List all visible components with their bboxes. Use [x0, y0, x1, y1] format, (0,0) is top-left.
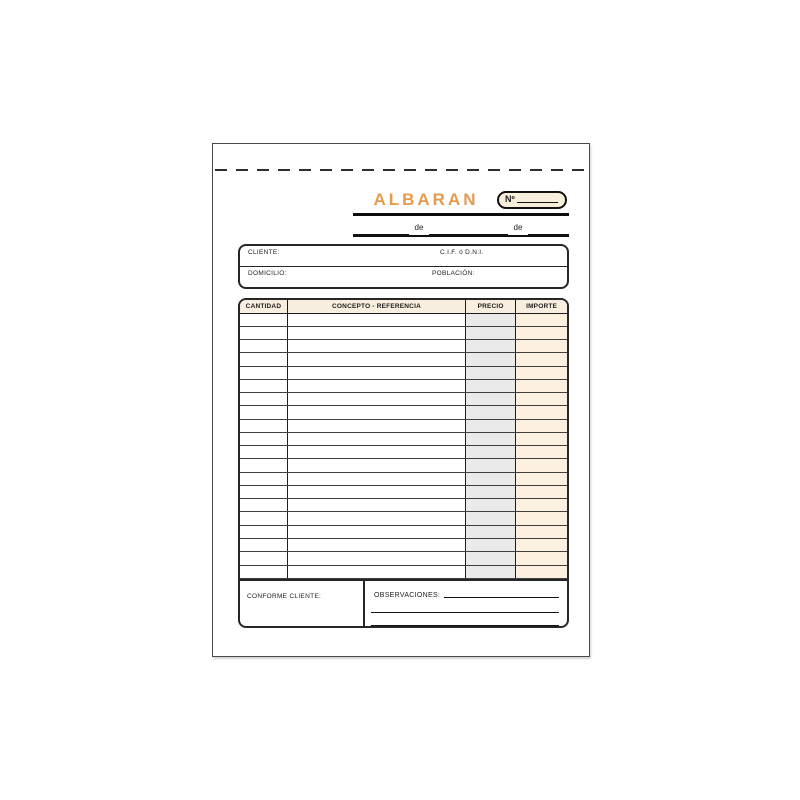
column-header-cantidad: CANTIDAD: [240, 300, 287, 313]
table-cell: [287, 313, 465, 326]
table-cell: [516, 432, 567, 445]
observaciones-row: [374, 590, 559, 599]
table-cell: [466, 565, 516, 578]
table-cell: [287, 499, 465, 512]
table-row: [240, 340, 567, 353]
table-cell: [516, 472, 567, 485]
column-header-concepto-referencia: CONCEPTO - REFERENCIA: [287, 300, 465, 313]
table-cell: [240, 459, 287, 472]
table-cell: [466, 472, 516, 485]
table-cell: [240, 446, 287, 459]
table-cell: [240, 432, 287, 445]
date-year-blank-line: [528, 227, 569, 235]
table-cell: [240, 485, 287, 498]
document-number-label: Nº: [505, 193, 515, 204]
table-cell: [240, 313, 287, 326]
table-cell: [240, 366, 287, 379]
observaciones-label: OBSERVACIONES:: [374, 592, 441, 599]
table-row: [240, 326, 567, 339]
table-cell: [240, 499, 287, 512]
table-cell: [516, 565, 567, 578]
table-cell: [466, 353, 516, 366]
client-info-box: [238, 244, 569, 289]
albaran-form-sheet: [212, 143, 590, 657]
table-cell: [516, 313, 567, 326]
table-cell: [287, 353, 465, 366]
table-row: [240, 446, 567, 459]
table-cell: [516, 326, 567, 339]
table-cell: [287, 326, 465, 339]
table-cell: [287, 512, 465, 525]
table-cell: [287, 379, 465, 392]
table-row: [240, 552, 567, 565]
observaciones-blank-line-2: [371, 612, 559, 613]
table-cell: [240, 353, 287, 366]
table-cell: [287, 552, 465, 565]
table-cell: [516, 446, 567, 459]
document-number-blank-line: [517, 194, 558, 203]
table-cell: [466, 366, 516, 379]
table-cell: [466, 406, 516, 419]
table-cell: [240, 406, 287, 419]
table-cell: [516, 340, 567, 353]
table-row: [240, 313, 567, 326]
table-cell: [287, 525, 465, 538]
poblacion-label: POBLACIÓN:: [432, 269, 475, 277]
table-cell: [466, 326, 516, 339]
table-cell: [466, 446, 516, 459]
table-cell: [287, 406, 465, 419]
table-cell: [466, 313, 516, 326]
table-cell: [240, 419, 287, 432]
table-cell: [466, 512, 516, 525]
conforme-cliente-signature-cell: [240, 581, 365, 626]
table-row: [240, 472, 567, 485]
items-table-box: [238, 298, 569, 579]
table-cell: [466, 432, 516, 445]
table-cell: [516, 419, 567, 432]
table-row: [240, 432, 567, 445]
table-cell: [287, 539, 465, 552]
client-row-1: [240, 246, 567, 267]
table-row: [240, 539, 567, 552]
table-cell: [287, 565, 465, 578]
table-cell: [466, 485, 516, 498]
domicilio-label: DOMICILIO:: [248, 269, 287, 277]
table-cell: [240, 472, 287, 485]
table-cell: [516, 406, 567, 419]
table-cell: [516, 379, 567, 392]
table-row: [240, 353, 567, 366]
table-cell: [240, 539, 287, 552]
table-cell: [516, 485, 567, 498]
table-cell: [466, 340, 516, 353]
table-row: [240, 459, 567, 472]
table-cell: [240, 512, 287, 525]
table-cell: [466, 459, 516, 472]
table-cell: [240, 340, 287, 353]
date-underline-rule: [353, 235, 569, 237]
date-word-de-2: de: [513, 223, 523, 232]
table-cell: [516, 525, 567, 538]
date-word-de-1: de: [414, 223, 424, 232]
table-cell: [466, 393, 516, 406]
table-row: [240, 499, 567, 512]
table-cell: [240, 525, 287, 538]
table-row: [240, 406, 567, 419]
table-cell: [516, 393, 567, 406]
table-cell: [466, 419, 516, 432]
observaciones-blank-line-3: [371, 625, 559, 626]
table-cell: [240, 565, 287, 578]
table-row: [240, 565, 567, 578]
observaciones-cell: [365, 581, 567, 626]
table-row: [240, 379, 567, 392]
table-row: [240, 393, 567, 406]
table-cell: [516, 512, 567, 525]
table-cell: [287, 485, 465, 498]
table-cell: [287, 459, 465, 472]
table-row: [240, 366, 567, 379]
table-cell: [287, 432, 465, 445]
table-cell: [466, 539, 516, 552]
table-cell: [240, 326, 287, 339]
column-header-importe: IMPORTE: [516, 300, 567, 313]
table-cell: [516, 366, 567, 379]
footer-box: [238, 579, 569, 628]
table-row: [240, 419, 567, 432]
table-cell: [287, 366, 465, 379]
form-title: ALBARAN: [373, 190, 479, 209]
table-cell: [287, 446, 465, 459]
table-row: [240, 512, 567, 525]
items-table: [240, 300, 567, 579]
perforation-dashed-line: [215, 169, 587, 171]
table-row: [240, 485, 567, 498]
date-month-blank-line: [429, 227, 508, 235]
table-cell: [516, 539, 567, 552]
table-cell: [516, 499, 567, 512]
table-cell: [466, 379, 516, 392]
table-cell: [240, 379, 287, 392]
items-table-header-row: [240, 300, 567, 313]
observaciones-blank-line-1: [444, 590, 559, 598]
cliente-label: CLIENTE:: [248, 249, 280, 256]
table-cell: [287, 340, 465, 353]
date-day-blank-line: [353, 227, 409, 235]
table-cell: [516, 353, 567, 366]
table-row: [240, 525, 567, 538]
table-cell: [466, 525, 516, 538]
table-cell: [287, 393, 465, 406]
conforme-cliente-label: CONFORME CLIENTE:: [247, 593, 322, 600]
column-header-precio: PRECIO: [466, 300, 516, 313]
title-underline-rule: [353, 213, 569, 216]
table-cell: [516, 459, 567, 472]
table-cell: [466, 552, 516, 565]
cif-dni-label: C.I.F. ó D.N.I.: [440, 249, 484, 256]
table-cell: [287, 419, 465, 432]
client-row-2: [240, 267, 567, 288]
table-cell: [516, 552, 567, 565]
table-cell: [240, 552, 287, 565]
table-cell: [287, 472, 465, 485]
document-number-box: [497, 191, 567, 209]
table-cell: [466, 499, 516, 512]
table-cell: [240, 393, 287, 406]
